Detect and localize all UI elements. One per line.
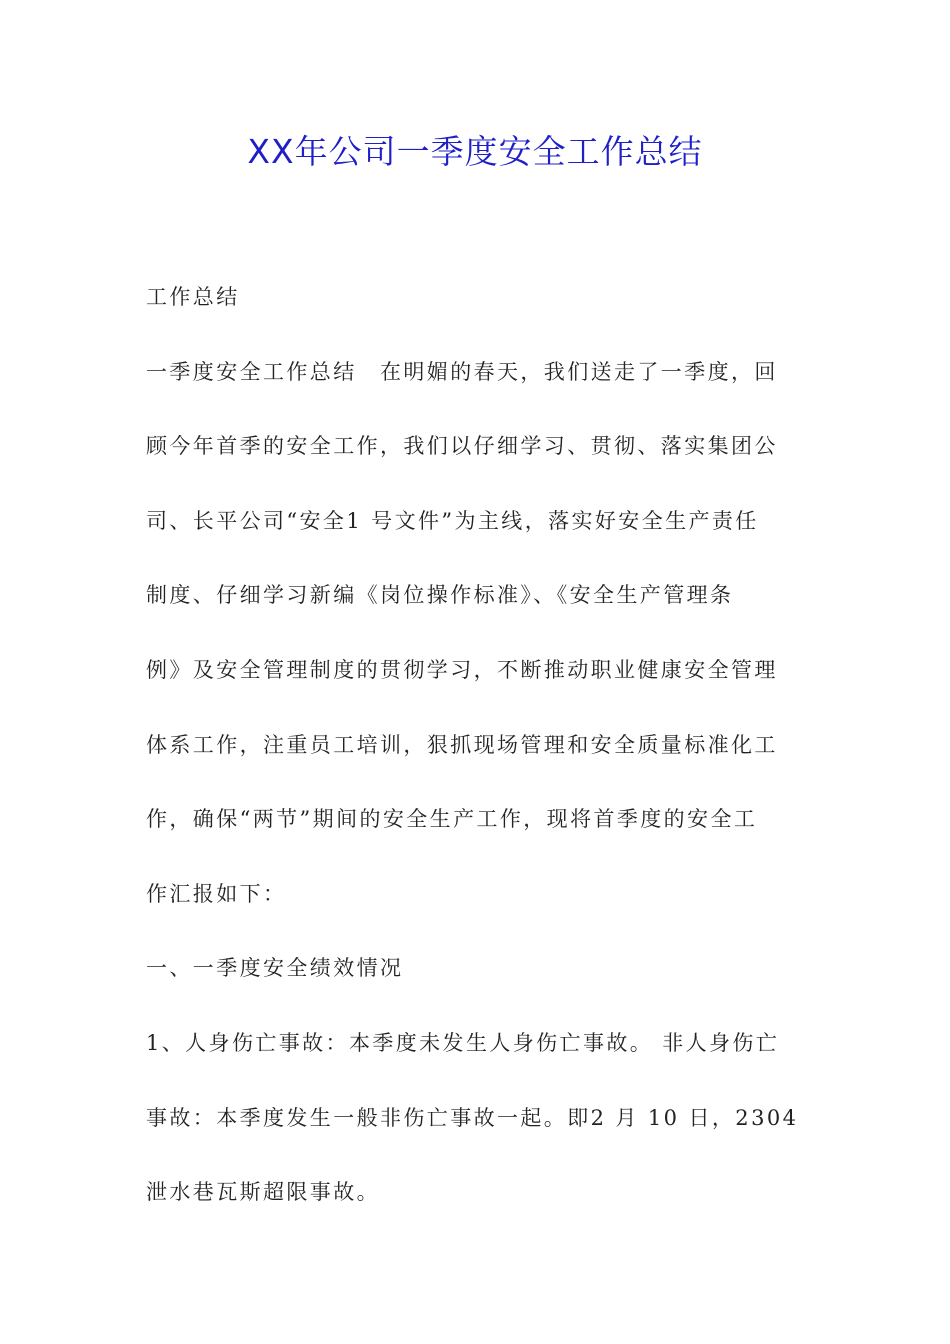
paragraph-line: 体系工作，注重员工培训，狠抓现场管理和安全质量标准化工: [146, 732, 778, 757]
section-heading: 一、一季度安全绩效情况: [146, 956, 404, 981]
section-label: 工作总结: [146, 285, 240, 309]
paragraph-line: 作，确保“两节”期间的安全生产工作，现将首季度的安全工: [146, 807, 758, 832]
paragraph-line: 例》及安全管理制度的贯彻学习，不断推动职业健康安全管理: [146, 657, 778, 682]
paragraph-line: 一季度安全工作总结 在明媚的春天，我们送走了一季度，回: [146, 359, 778, 384]
paragraph-line: 1、人身伤亡事故：本季度未发生人身伤亡事故。 非人身伤亡: [146, 1030, 780, 1055]
paragraph-line: 事故：本季度发生一般非伤亡事故一起。即2 月 10 日，2304: [146, 1105, 799, 1130]
paragraph-line: 作汇报如下：: [146, 881, 287, 906]
paragraph-line: 泄水巷瓦斯超限事故。: [146, 1180, 380, 1205]
document-body: [146, 260, 806, 1230]
document-title: XX年公司一季度安全工作总结: [247, 132, 703, 171]
paragraph-line: 顾今年首季的安全工作，我们以仔细学习、贯彻、落实集团公: [146, 434, 778, 459]
paragraph-line: 司、长平公司“安全1 号文件”为主线，落实好安全生产责任: [146, 508, 759, 533]
paragraph-line: 制度、仔细学习新编《岗位操作标准》、《安全生产管理条: [146, 583, 734, 608]
